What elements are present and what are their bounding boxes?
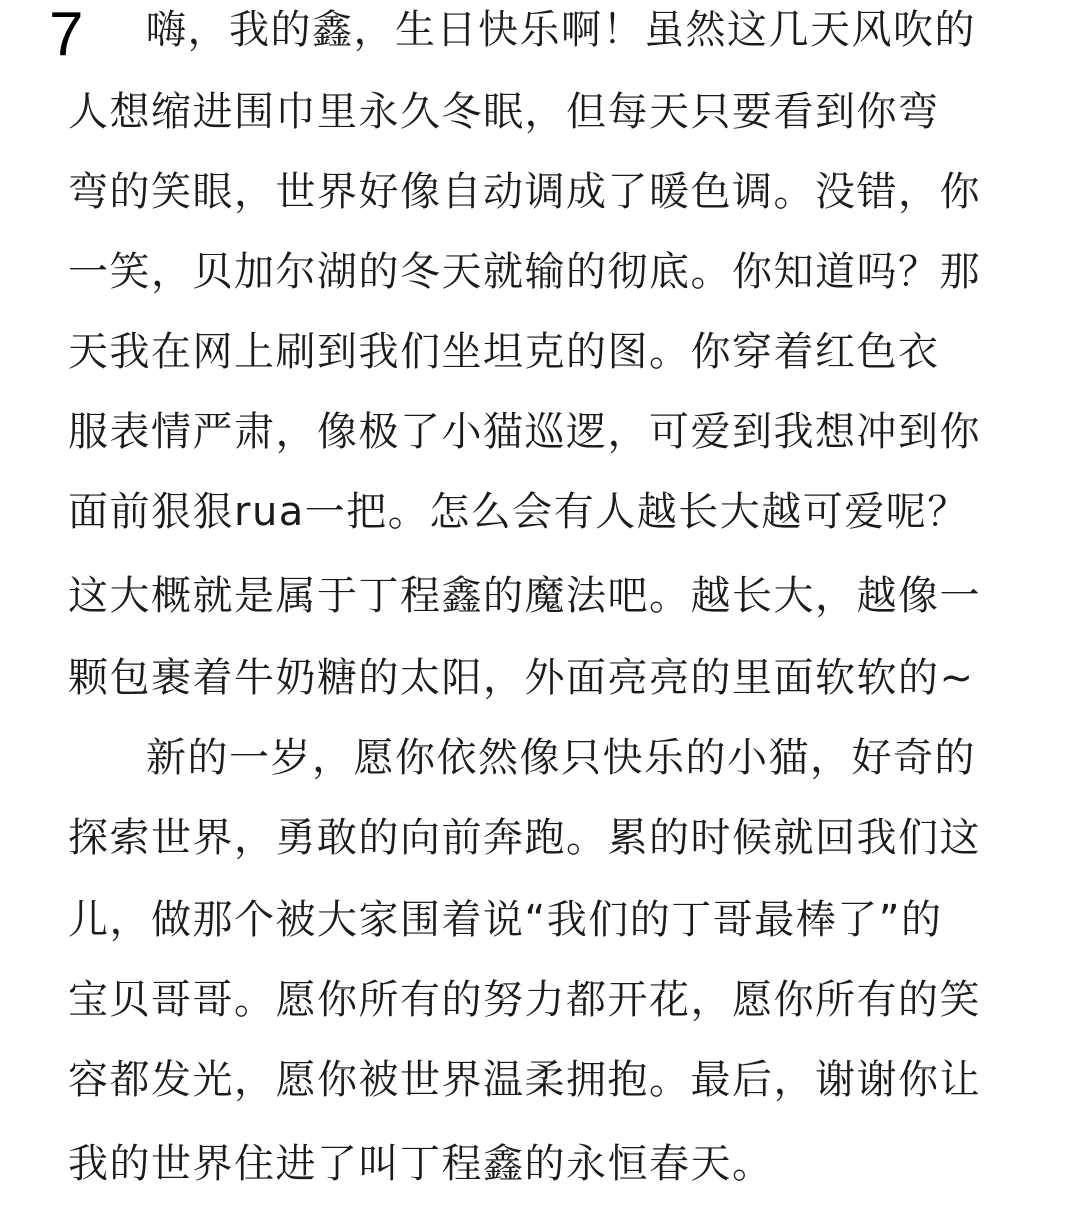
text-line: 人想缩进围巾里永久冬眠，但每天只要看到你弯 [68,89,940,135]
text-line: 容都发光，愿你被世界温柔拥抱。最后，谢谢你让 [68,1057,981,1103]
text-line: 天我在网上刷到我们坐坦克的图。你穿着红色衣 [68,329,940,375]
text-line: 嗨，我的鑫，生日快乐啊！虽然这几天风吹的 [146,7,976,53]
text-line: 我的世界住进了叫丁程鑫的永恒春天。 [68,1141,774,1187]
text-line: 服表情严肃，像极了小猫巡逻，可爱到我想冲到你 [68,409,981,455]
text-line: 一笑，贝加尔湖的冬天就输的彻底。你知道吗？那 [68,249,981,295]
text-line: 新的一岁，愿你依然像只快乐的小猫，好奇的 [146,735,976,781]
page-number: 7 [49,0,84,69]
text-line: 颗包裹着牛奶糖的太阳，外面亮亮的里面软软的~ [68,655,975,701]
text-line: 儿，做那个被大家围着说“我们的丁哥最棒了”的 [68,897,943,943]
text-line: 这大概就是属于丁程鑫的魔法吧。越长大，越像一 [68,573,981,619]
text-line: 宝贝哥哥。愿你所有的努力都开花，愿你所有的笑 [68,977,981,1023]
text-line: 探索世界，勇敢的向前奔跑。累的时候就回我们这 [68,815,981,861]
text-line: 弯的笑眼，世界好像自动调成了暖色调。没错，你 [68,169,981,215]
text-line: 面前狠狠rua一把。怎么会有人越长大越可爱呢？ [68,489,969,535]
